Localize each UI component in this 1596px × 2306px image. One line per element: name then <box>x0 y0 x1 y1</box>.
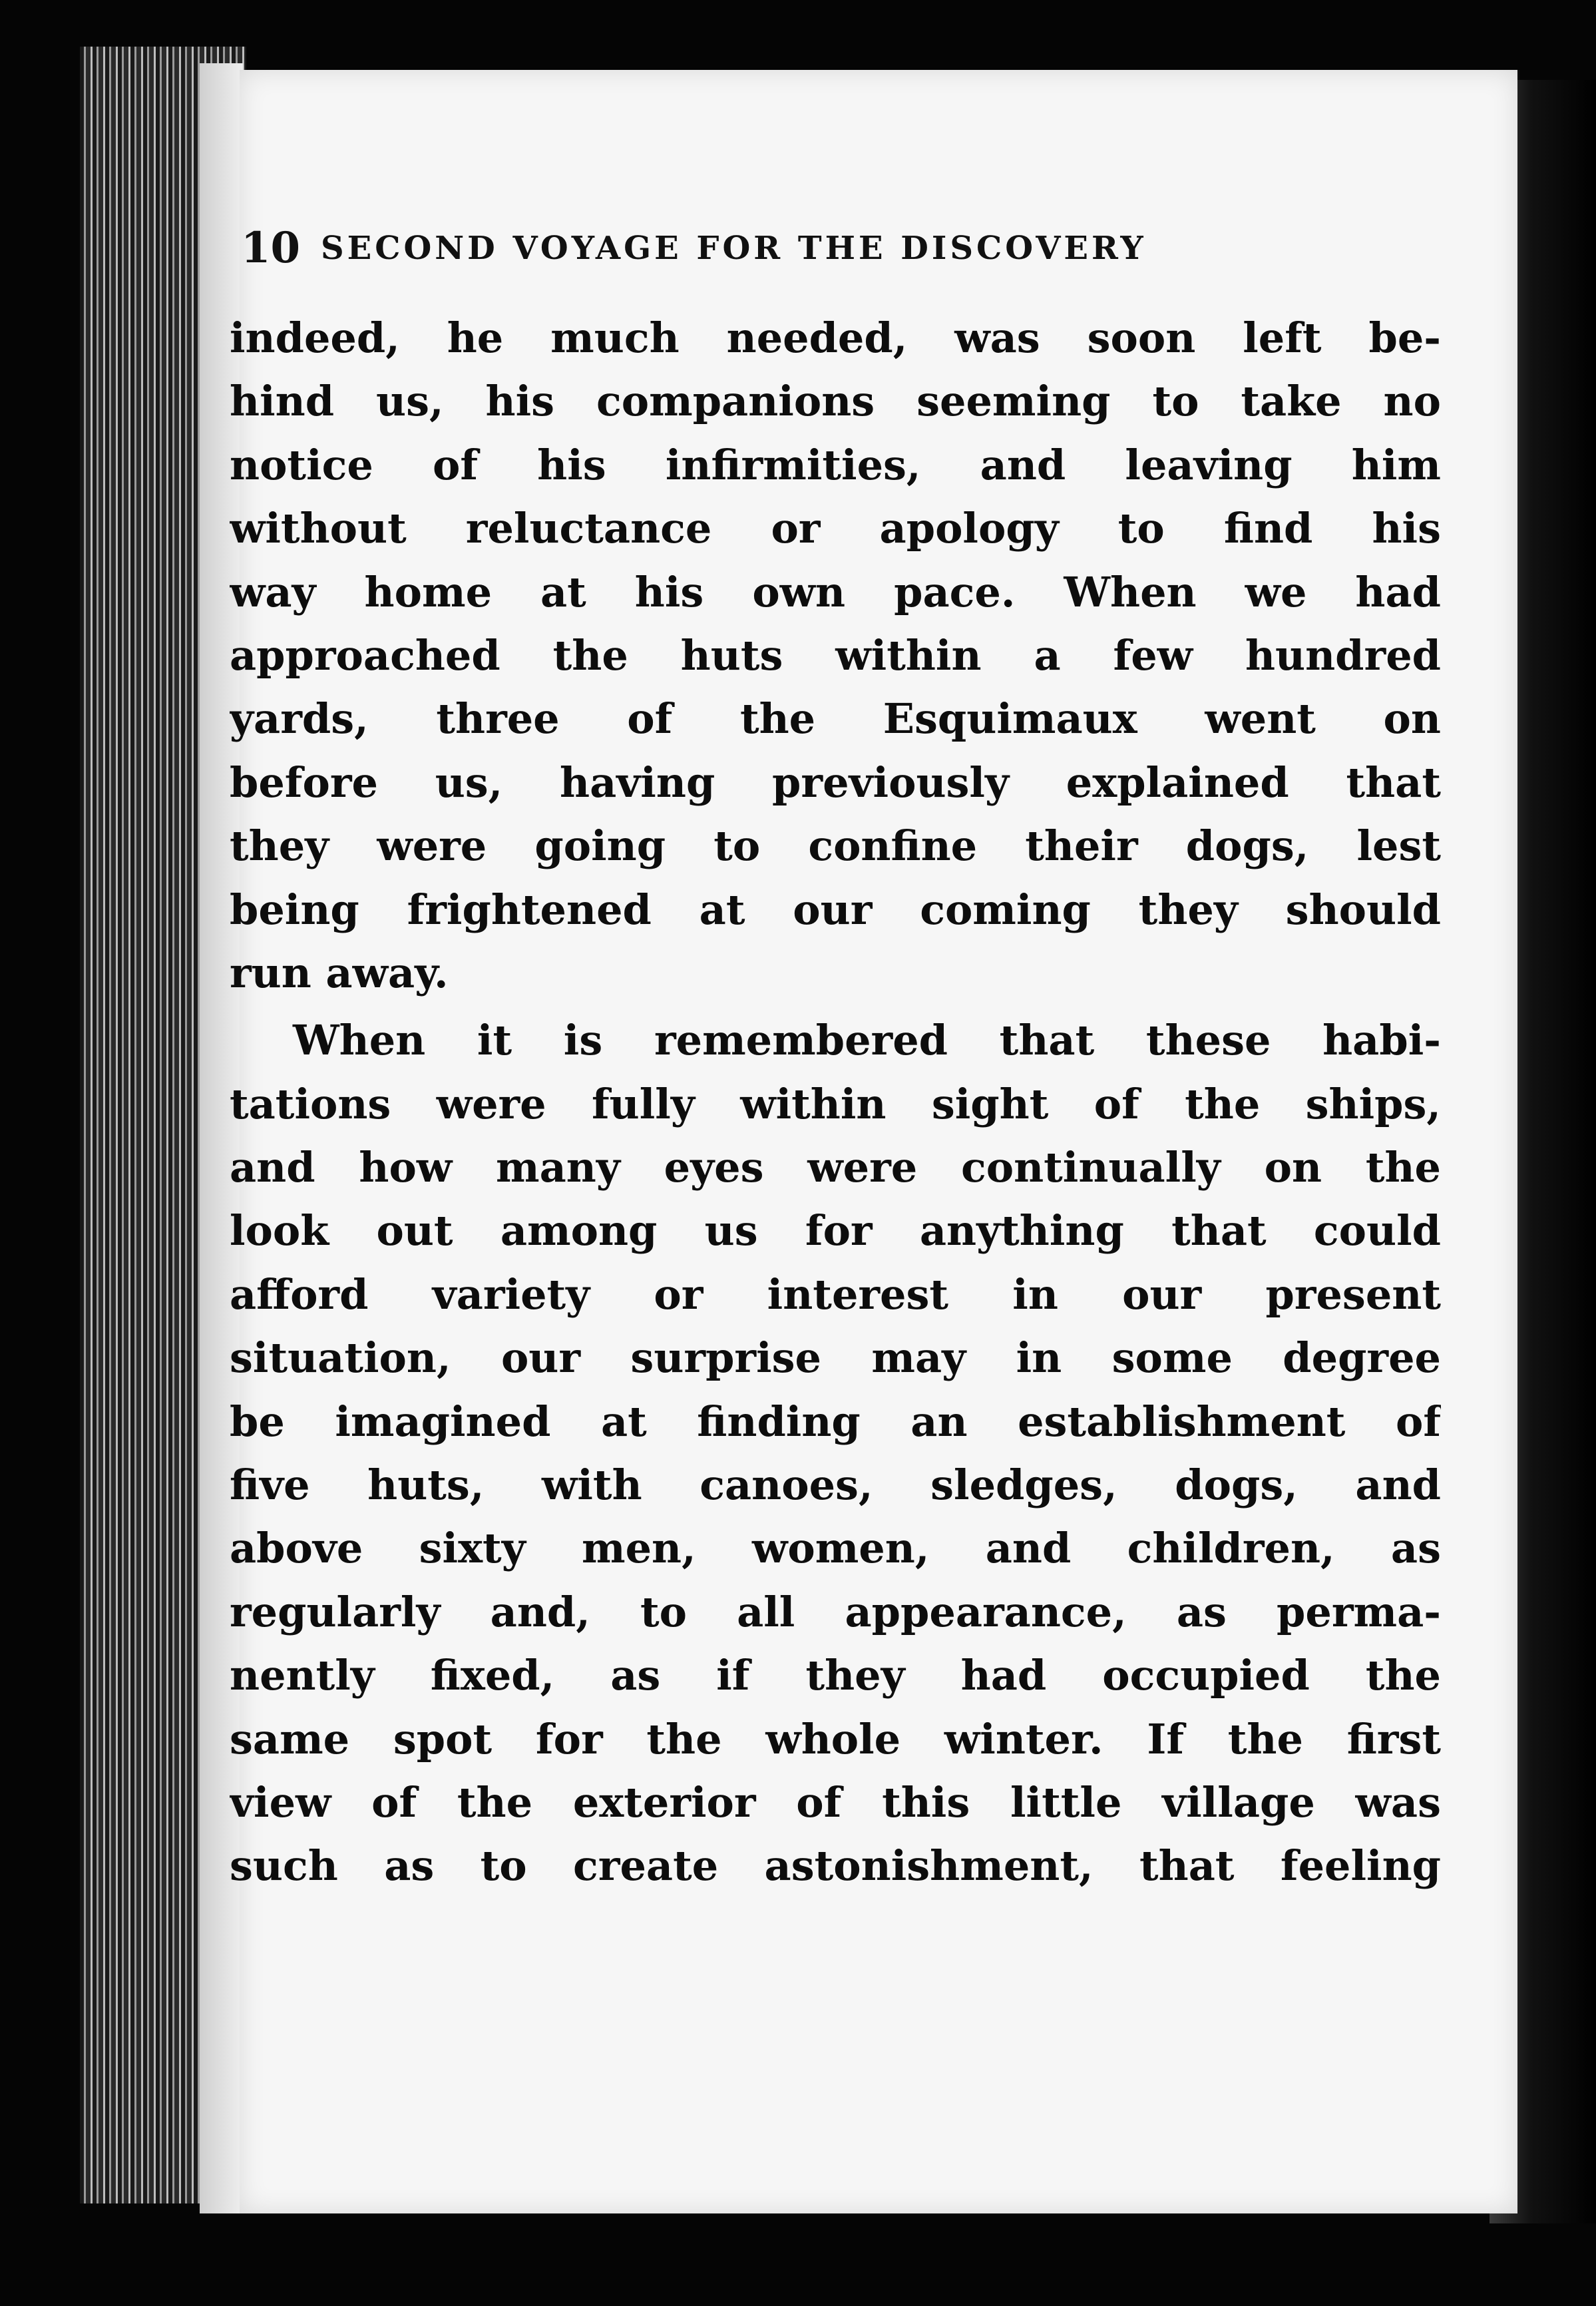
text-line: five huts, with canoes, sledges, dogs, and <box>230 1461 1441 1510</box>
text-line: they were going to confine their dogs, lest <box>230 821 1441 871</box>
text-line: such as to create astonishment, that feeling <box>230 1841 1441 1891</box>
page-number: 10 <box>241 223 301 273</box>
text-line: way home at his own pace. When we had <box>230 567 1441 616</box>
text-line: tations were fully within sight of the ships, <box>230 1079 1441 1128</box>
text-line: being frightened at our coming they should <box>230 885 1441 934</box>
text-line: and how many eyes were continually on the <box>230 1143 1441 1192</box>
text-line: notice of his infirmities, and leaving him <box>230 440 1441 489</box>
text-line: above sixty men, women, and children, as <box>230 1524 1441 1573</box>
text-line: without reluctance or apology to find his <box>230 504 1441 553</box>
text-line: regularly and, to all appearance, as perma- <box>230 1587 1441 1636</box>
body-text <box>230 306 1441 1898</box>
text-line: When it is remembered that these habi- <box>293 1016 1441 1065</box>
text-line: indeed, he much needed, was soon left be- <box>230 314 1441 362</box>
text-line: be imagined at finding an establishment of <box>230 1397 1441 1446</box>
running-head <box>241 212 1372 285</box>
text-line: same spot for the whole winter. If the first <box>230 1714 1441 1763</box>
text-line: view of the exterior of this little village was <box>230 1777 1441 1827</box>
text-line: nently fixed, as if they had occupied the <box>230 1651 1441 1700</box>
text-line: hind us, his companions seeming to take no <box>230 377 1441 426</box>
text-line: look out among us for anything that could <box>230 1206 1441 1256</box>
running-head-title: SECOND VOYAGE FOR THE DISCOVERY <box>321 230 1147 267</box>
text-line: yards, three of the Esquimaux went on <box>230 694 1441 744</box>
text-line: afford variety or interest in our present <box>230 1269 1441 1319</box>
text-line: situation, our surprise may in some degree <box>230 1333 1441 1383</box>
text-line: before us, having previously explained that <box>230 758 1441 807</box>
text-line: run away. <box>230 948 449 997</box>
text-line: approached the huts within a few hundred <box>230 630 1441 680</box>
